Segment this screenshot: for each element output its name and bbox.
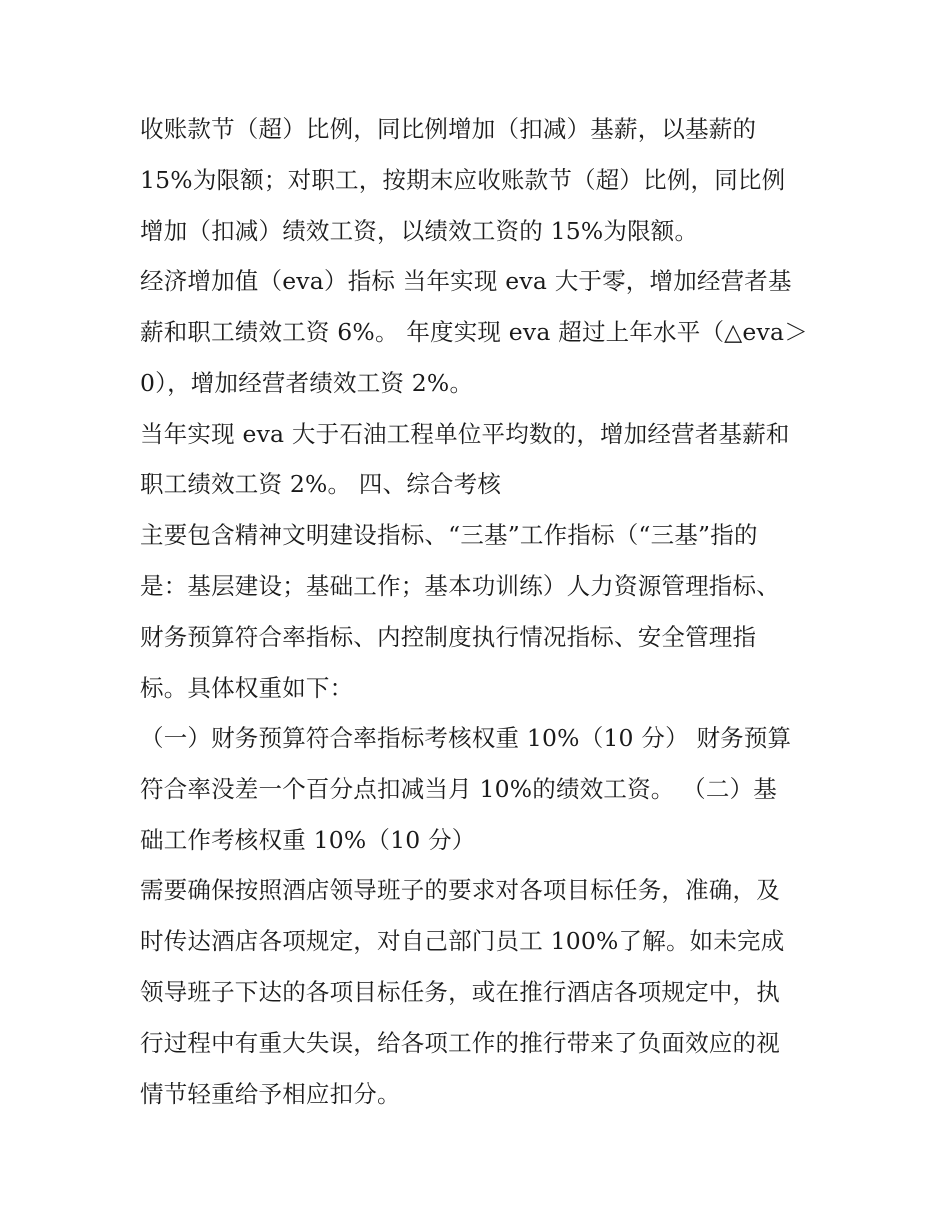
text-line: 情节轻重给予相应扣分。 [140,1080,401,1108]
text-line: （一）财务预算符合率指标考核权重 10%（10 分） 财务预算 [140,724,792,752]
text-line: 增加（扣减）绩效工资，以绩效工资的 15%为限额。 [140,217,699,245]
text-line: 0），增加经营者绩效工资 2%。 [140,369,474,397]
text-line: 是：基层建设；基础工作；基本功训练）人力资源管理指标、 [140,572,780,600]
text-line: 符合率没差一个百分点扣减当月 10%的绩效工资。 （二）基 [140,775,777,803]
text-line: 时传达酒店各项规定，对自己部门员工 100%了解。如未完成 [140,927,785,955]
text-line: 主要包含精神文明建设指标、“三基”工作指标（“三基”指的 [140,521,758,549]
text-line: 行过程中有重大失误，给各项工作的推行带来了负面效应的视 [140,1029,780,1057]
text-line: 财务预算符合率指标、内控制度执行情况指标、安全管理指 [140,623,757,651]
text-line: 标。具体权重如下： [140,674,354,702]
text-line: 需要确保按照酒店领导班子的要求对各项目标任务，准确，及 [140,876,780,904]
text-line: 经济增加值（eva）指标 当年实现 eva 大于零，增加经营者基 [140,267,792,295]
text-line: 收账款节（超）比例，同比例增加（扣减）基薪，以基薪的 [140,115,757,143]
text-line: 领导班子下达的各项目标任务，或在推行酒店各项规定中，执 [140,978,780,1006]
text-line: 础工作考核权重 10%（10 分） [140,826,476,854]
text-line: 15%为限额；对职工，按期末应收账款节（超）比例，同比例 [140,166,786,194]
text-line: 薪和职工绩效工资 6%。 年度实现 eva 超过上年水平（△eva＞ [140,318,808,346]
text-line: 职工绩效工资 2%。 四、综合考核 [140,470,502,498]
text-line: 当年实现 eva 大于石油工程单位平均数的，增加经营者基薪和 [140,420,790,448]
